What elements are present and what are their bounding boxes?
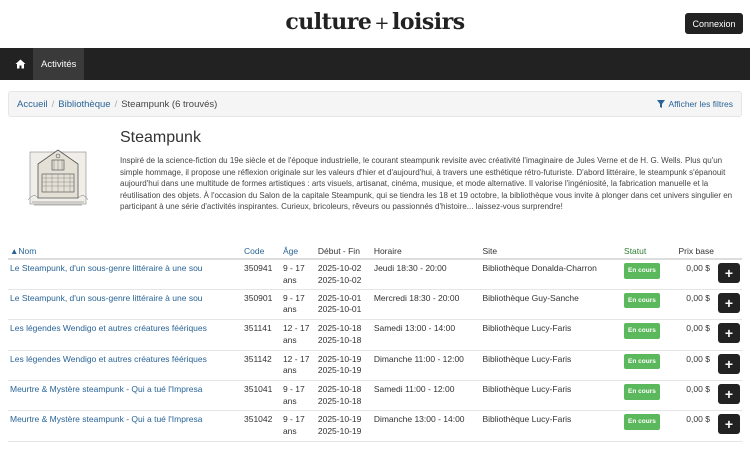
activity-action-cell <box>716 350 742 380</box>
activity-link[interactable]: Meurtre & Mystère steampunk - Qui a tué l'Impresa <box>10 414 203 425</box>
activity-price: 0,00 $ <box>670 381 716 411</box>
activity-name-cell <box>8 320 242 350</box>
activity-link[interactable]: Les légendes Wendigo et autres créatures féériques <box>10 323 207 334</box>
status-badge: En cours <box>624 384 660 400</box>
activities-table <box>8 243 742 442</box>
activity-age-cell <box>281 259 316 289</box>
activity-schedule: Samedi 13:00 - 14:00 <box>372 320 481 350</box>
activity-code: 351141 <box>242 320 281 350</box>
activity-end-date: 2025-10-19 <box>317 425 362 436</box>
activity-action-cell <box>716 381 742 411</box>
activity-start-date: 2025-10-19 <box>317 353 362 364</box>
activity-status-cell <box>622 289 670 319</box>
add-to-cart-button[interactable] <box>718 323 740 343</box>
activity-age-range: 12 - 17 <box>282 323 310 334</box>
activity-name-cell <box>8 350 242 380</box>
table-row <box>8 381 742 411</box>
category-title: Steampunk <box>120 129 201 146</box>
activity-action-cell <box>716 289 742 319</box>
activity-price: 0,00 $ <box>670 289 716 319</box>
activity-age-range: 9 - 17 <box>282 263 305 273</box>
activity-code: 350901 <box>242 289 281 319</box>
login-button[interactable]: Connexion <box>685 13 743 34</box>
activity-schedule: Mercredi 18:30 - 20:00 <box>372 289 481 319</box>
breadcrumb <box>8 91 742 117</box>
activity-age-range: 12 - 17 <box>282 353 310 364</box>
breadcrumb-library[interactable]: Bibliothèque <box>58 98 111 110</box>
activity-site: Bibliothèque Lucy-Faris <box>480 350 622 380</box>
category-illustration <box>24 142 92 212</box>
activity-status-cell <box>622 350 670 380</box>
activity-link[interactable]: Le Steampunk, d'un sous-genre littéraire à une sou <box>10 263 203 273</box>
activity-price: 0,00 $ <box>670 350 716 380</box>
table-row <box>8 350 742 380</box>
activity-link[interactable]: Meurtre & Mystère steampunk - Qui a tué l'Impresa <box>10 384 203 395</box>
table-row <box>8 289 742 319</box>
activity-age-unit: ans <box>282 274 297 285</box>
activity-site: Bibliothèque Guy-Sanche <box>480 289 622 319</box>
activity-age-cell <box>281 289 316 319</box>
activity-age-cell <box>281 320 316 350</box>
activity-status-cell <box>622 320 670 350</box>
add-to-cart-button[interactable] <box>718 384 740 404</box>
home-icon <box>15 59 26 69</box>
logo-text-loisirs: loisirs <box>391 9 465 35</box>
column-header-site: Site <box>480 243 622 259</box>
activity-start-date: 2025-10-02 <box>317 263 362 273</box>
column-header-code[interactable]: Code <box>242 243 281 259</box>
activity-site: Bibliothèque Lucy-Faris <box>480 320 622 350</box>
top-header <box>0 0 750 48</box>
activity-name-cell <box>8 381 242 411</box>
column-header-action <box>716 243 742 259</box>
breadcrumb-home[interactable]: Accueil <box>17 98 48 110</box>
main-navbar <box>0 48 750 80</box>
activity-code: 351041 <box>242 381 281 411</box>
plus-icon: + <box>724 325 734 342</box>
activity-name-cell <box>8 289 242 319</box>
activity-action-cell <box>716 320 742 350</box>
activity-code: 350941 <box>242 259 281 289</box>
category-description: Inspiré de la science-fiction du 19e siècle et de l'époque industrielle, le courant steampunk revisite avec créativité l'imaginaire de Jules Verne et de H. G. Wells. Plus qu'un simple hommage, il propose une réflexion originale sur les valeurs d'hier et d'aujourd'hui, à travers une esthétique rétro-futuriste. D'abord littéraire, le steampunk s'épanouit aujourd'hui dans une multitude de formes artistiques : arts visuels, artisanat, cinéma, musique, et mode alternative. Il valorise l'ingéniosité, la fabrication manuelle et la réutilisation des objets. À l'occasion du Salon de la capitale Steampunk, qui se tiendra les 18 et 19 octobre, la bibliothèque vous invite à plonger dans cet univers singulier en participant à une série d'activités inspirantes. Curieux, bricoleurs, rêveurs ou passionnés d'histoire... laissez-vous surprendre! <box>120 156 733 212</box>
activity-end-date: 2025-10-02 <box>317 274 362 285</box>
activity-dates-cell <box>316 259 372 289</box>
activity-dates-cell <box>316 350 372 380</box>
activity-price: 0,00 $ <box>670 259 716 289</box>
activity-name-cell <box>8 411 242 441</box>
activity-code: 351042 <box>242 411 281 441</box>
status-badge: En cours <box>624 354 660 370</box>
activity-age-range: 9 - 17 <box>282 414 305 425</box>
activity-action-cell <box>716 411 742 441</box>
activity-age-range: 9 - 17 <box>282 384 305 395</box>
breadcrumb-current: Steampunk (6 trouvés) <box>121 98 218 110</box>
activity-age-unit: ans <box>282 334 297 345</box>
activity-status-cell <box>622 381 670 411</box>
column-header-price: Prix base <box>670 243 716 259</box>
activity-code: 351142 <box>242 350 281 380</box>
show-filters-link[interactable] <box>657 99 733 109</box>
status-badge: En cours <box>624 414 660 430</box>
activity-start-date: 2025-10-01 <box>317 292 362 303</box>
home-nav-button[interactable] <box>8 48 32 80</box>
activity-schedule: Jeudi 18:30 - 20:00 <box>372 259 481 289</box>
activity-dates-cell <box>316 411 372 441</box>
activity-age-unit: ans <box>282 395 297 406</box>
activity-link[interactable]: Les légendes Wendigo et autres créatures féériques <box>10 353 207 364</box>
filter-icon <box>657 100 665 108</box>
activity-price: 0,00 $ <box>670 411 716 441</box>
site-logo[interactable] <box>0 9 750 35</box>
add-to-cart-button[interactable] <box>718 354 740 374</box>
activity-start-date: 2025-10-18 <box>317 384 362 395</box>
activity-site: Bibliothèque Lucy-Faris <box>480 381 622 411</box>
column-header-name[interactable]: ▲Nom <box>8 243 242 259</box>
activity-end-date: 2025-10-19 <box>317 365 362 376</box>
activity-status-cell <box>622 259 670 289</box>
plus-icon: + <box>724 265 734 281</box>
column-header-dates: Début - Fin <box>316 243 372 259</box>
activity-site: Bibliothèque Lucy-Faris <box>480 411 622 441</box>
table-row <box>8 411 742 441</box>
breadcrumb-separator: / <box>51 98 55 110</box>
activity-age-unit: ans <box>282 365 297 376</box>
plus-icon: + <box>724 294 734 311</box>
add-to-cart-button[interactable] <box>718 263 740 283</box>
add-to-cart-button[interactable] <box>718 414 740 434</box>
activity-name-cell <box>8 259 242 289</box>
activity-site: Bibliothèque Donalda-Charron <box>480 259 622 289</box>
activity-price: 0,00 $ <box>670 320 716 350</box>
activity-start-date: 2025-10-18 <box>317 323 362 334</box>
plus-icon: + <box>724 386 734 403</box>
activity-age-cell <box>281 350 316 380</box>
activity-dates-cell <box>316 289 372 319</box>
status-badge: En cours <box>624 323 660 339</box>
column-header-age[interactable]: Âge <box>281 243 316 259</box>
logo-text-culture: culture <box>285 9 372 35</box>
status-badge: En cours <box>624 293 660 309</box>
activity-schedule: Dimanche 13:00 - 14:00 <box>372 411 481 441</box>
activity-dates-cell <box>316 320 372 350</box>
show-filters-label: Afficher les filtres <box>668 99 733 109</box>
activity-status-cell <box>622 411 670 441</box>
activity-link[interactable]: Le Steampunk, d'un sous-genre littéraire à une sou <box>10 292 203 303</box>
activity-schedule: Dimanche 11:00 - 12:00 <box>372 350 481 380</box>
activity-end-date: 2025-10-01 <box>317 304 362 315</box>
activity-action-cell <box>716 259 742 289</box>
activity-schedule: Samedi 11:00 - 12:00 <box>372 381 481 411</box>
table-row <box>8 320 742 350</box>
status-badge: En cours <box>624 263 660 279</box>
activity-age-unit: ans <box>282 304 297 315</box>
activity-age-range: 9 - 17 <box>282 292 305 303</box>
column-header-schedule: Horaire <box>372 243 481 259</box>
activity-age-unit: ans <box>282 425 297 436</box>
activity-dates-cell <box>316 381 372 411</box>
table-header-row <box>8 243 742 259</box>
activity-age-cell <box>281 411 316 441</box>
activity-end-date: 2025-10-18 <box>317 334 362 345</box>
column-header-status[interactable]: Statut <box>622 243 670 259</box>
breadcrumb-separator: / <box>114 98 118 110</box>
table-row <box>8 259 742 289</box>
logo-plus: + <box>374 13 389 34</box>
activity-start-date: 2025-10-19 <box>317 414 362 425</box>
activity-end-date: 2025-10-18 <box>317 395 362 406</box>
plus-icon: + <box>724 416 734 433</box>
nav-activities[interactable]: Activités <box>33 48 84 80</box>
plus-icon: + <box>724 355 734 372</box>
add-to-cart-button[interactable] <box>718 293 740 313</box>
activity-age-cell <box>281 381 316 411</box>
